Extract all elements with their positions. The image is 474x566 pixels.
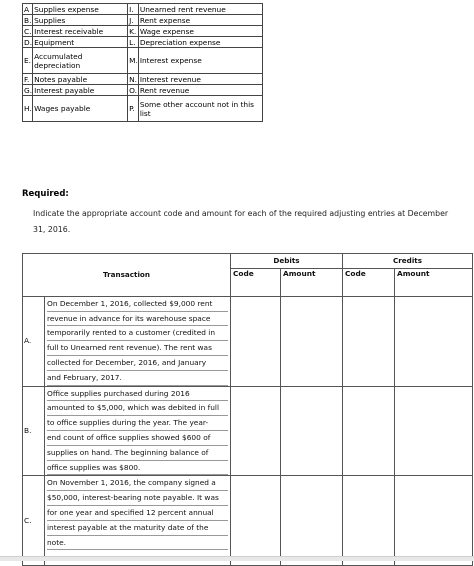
credits-header: Credits — [343, 254, 473, 269]
transaction-text — [45, 296, 231, 386]
account-code: I. — [128, 4, 139, 15]
adjusting-entries-table — [22, 253, 473, 566]
credit-amount-header: Amount — [395, 268, 473, 296]
account-code: M. — [128, 48, 139, 74]
debit-code-cell[interactable] — [231, 386, 281, 476]
account-code: B. — [24, 15, 32, 25]
account-name: Interest expense — [138, 48, 262, 74]
credit-amount-cell[interactable] — [395, 476, 473, 566]
transaction-text — [45, 386, 231, 476]
account-name: Rent revenue — [138, 85, 262, 96]
account-code: A — [23, 4, 33, 15]
account-code: N. — [129, 74, 137, 84]
transaction-text — [45, 476, 231, 566]
account-name: Unearned rent revenue — [138, 4, 262, 15]
transaction-label: C. — [23, 476, 45, 566]
account-code: H. — [23, 96, 33, 122]
account-name: Equipment — [33, 37, 128, 48]
debit-code-header: Code — [231, 268, 281, 296]
account-code: K. — [128, 26, 139, 37]
accounts-table — [22, 3, 263, 122]
transaction-line: to office supplies during the year. The year- — [47, 416, 228, 431]
account-code: F. — [23, 74, 33, 85]
account-code: O. — [129, 85, 137, 95]
account-name: Interest revenue — [138, 74, 262, 85]
transaction-line: revenue in advance for its warehouse space — [47, 312, 228, 327]
transaction-line: supplies on hand. The beginning balance of — [47, 446, 228, 461]
transaction-line: and February, 2017. — [47, 371, 228, 386]
account-name: Some other account not in this list — [138, 96, 262, 122]
account-code: D. — [24, 37, 33, 47]
debit-amount-cell[interactable] — [281, 386, 343, 476]
account-name: Accumulated depreciation — [33, 48, 128, 74]
credit-code-cell[interactable] — [343, 296, 395, 386]
transaction-row — [23, 476, 473, 566]
credit-amount-cell[interactable] — [395, 296, 473, 386]
account-code: J. — [128, 15, 139, 26]
account-code: G. — [24, 85, 33, 95]
debit-amount-cell[interactable] — [281, 296, 343, 386]
transaction-line: amounted to $5,000, which was debited in full — [47, 401, 228, 416]
account-name: Depreciation expense — [138, 37, 262, 48]
account-name: Supplies — [33, 15, 128, 26]
debit-code-cell[interactable] — [231, 476, 281, 566]
transaction-row — [23, 296, 473, 386]
account-name: Interest receivable — [33, 26, 128, 37]
account-code: C. — [24, 26, 32, 36]
transaction-line: On December 1, 2016, collected $9,000 rent — [47, 297, 228, 312]
credit-code-header: Code — [343, 268, 395, 296]
transaction-line: On November 1, 2016, the company signed a — [47, 476, 228, 491]
credit-code-cell[interactable] — [343, 386, 395, 476]
transaction-header: Transaction — [23, 254, 231, 297]
transaction-line: $50,000, interest-bearing note payable. It was — [47, 491, 228, 506]
account-code: P. — [128, 96, 139, 122]
transaction-line: end count of office supplies showed $600 of — [47, 431, 228, 446]
account-name: Rent expense — [138, 15, 262, 26]
account-name: Interest payable — [33, 85, 128, 96]
transaction-label: A. — [23, 296, 45, 386]
transaction-line: interest payable at the maturity date of the — [47, 521, 228, 536]
required-text: Indicate the appropriate account code and amount for each of the required adjusting entries at December 31, 2016. — [33, 209, 449, 234]
account-name: Wage expense — [138, 26, 262, 37]
debit-amount-cell[interactable] — [281, 476, 343, 566]
credit-code-cell[interactable] — [343, 476, 395, 566]
transaction-line: for one year and specified 12 percent annual — [47, 506, 228, 521]
debit-code-cell[interactable] — [231, 296, 281, 386]
transaction-line: office supplies was $800. — [47, 461, 228, 476]
debit-amount-header: Amount — [281, 268, 343, 296]
credit-amount-cell[interactable] — [395, 386, 473, 476]
account-code: E. — [23, 48, 33, 74]
transaction-line: full to Unearned rent revenue). The rent was — [47, 341, 228, 356]
account-name: Supplies expense — [33, 4, 128, 15]
transaction-line: collected for December, 2016, and January — [47, 356, 228, 371]
transaction-line: Office supplies purchased during 2016 — [47, 387, 228, 402]
scrollbar-track[interactable] — [0, 556, 474, 561]
debits-header: Debits — [231, 254, 343, 269]
transaction-row — [23, 386, 473, 476]
transaction-label: B. — [23, 386, 45, 476]
transaction-line: temporarily rented to a customer (credited in — [47, 326, 228, 341]
transaction-line: note. — [47, 536, 228, 551]
account-code: L. — [128, 37, 139, 48]
required-title: Required: — [22, 189, 69, 199]
account-name: Notes payable — [33, 74, 128, 85]
account-name: Wages payable — [33, 96, 128, 122]
